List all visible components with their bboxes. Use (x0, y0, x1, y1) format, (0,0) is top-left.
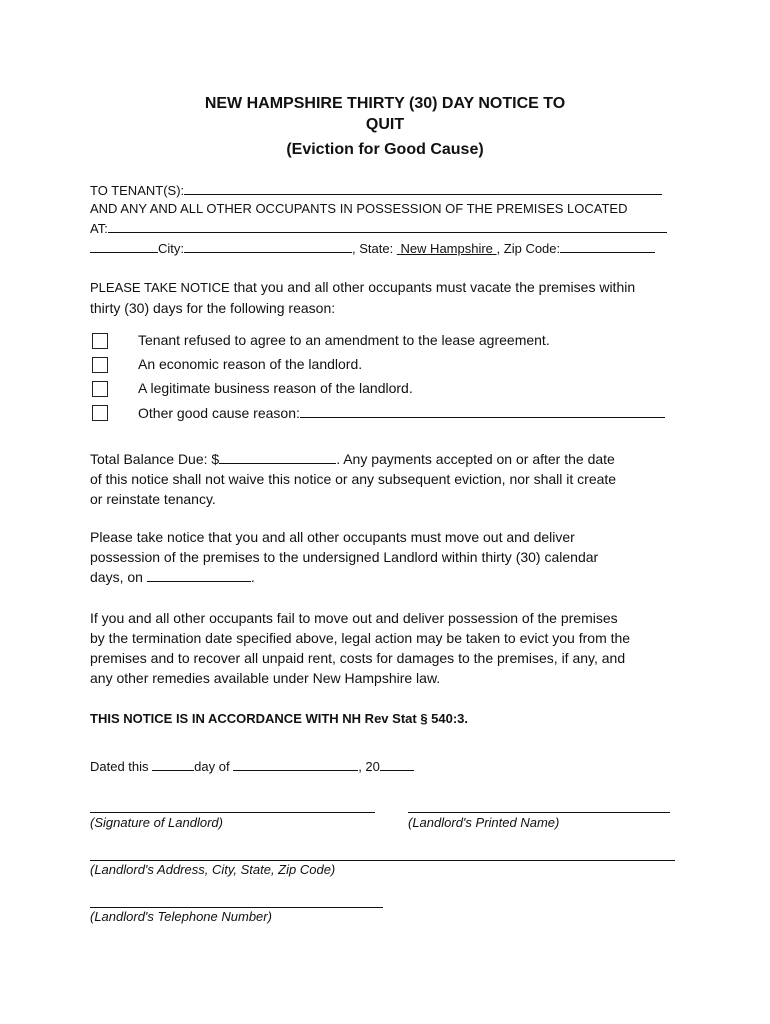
zip-field[interactable] (560, 239, 655, 253)
reason-label-economic: An economic reason of the landlord. (138, 356, 363, 372)
document-title-line2: QUIT (365, 116, 405, 133)
legal-line3: premises and to recover all unpaid rent, costs for damages to the premises, if any, and (90, 650, 626, 666)
landlord-address-caption: (Landlord's Address, City, State, Zip Code) (90, 862, 336, 877)
dated-day-field[interactable] (152, 757, 194, 771)
occupants-line: AND ANY AND ALL OTHER OCCUPANTS IN POSSESSION OF THE PREMISES LOCATED (90, 201, 628, 216)
zip-label: , Zip Code: (496, 241, 561, 256)
moveout-line2: possession of the premises to the undersigned Landlord within thirty (30) calendar (90, 549, 599, 565)
landlord-phone-line[interactable] (90, 907, 383, 908)
landlord-printed-name-caption: (Landlord's Printed Name) (408, 815, 560, 830)
balance-paragraph (90, 449, 690, 509)
city-label: City: (158, 241, 184, 256)
legal-line2: by the termination date specified above, legal action may be taken to evict you from the (90, 630, 631, 646)
dated-prefix: Dated this (90, 759, 153, 774)
moveout-line1: Please take notice that you and all other occupants must move out and deliver (90, 529, 575, 545)
landlord-address-line[interactable] (90, 860, 675, 861)
dated-day-of: day of (194, 759, 234, 774)
legal-line1: If you and all other occupants fail to move out and deliver possession of the premises (90, 610, 618, 626)
reason-label-lease-amendment: Tenant refused to agree to an amendment to the lease agreement. (138, 332, 550, 348)
address-field[interactable] (108, 219, 667, 233)
tenant-row (90, 181, 662, 198)
document-title-line1: NEW HAMPSHIRE THIRTY (30) DAY NOTICE TO (204, 95, 566, 112)
moveout-date-field[interactable] (147, 568, 251, 582)
reason-label-other: Other good cause reason: (138, 405, 300, 421)
notice-paragraph (90, 277, 690, 318)
at-label: AT: (90, 221, 108, 236)
notice-text-line2: thirty (30) days for the following reason: (90, 300, 336, 316)
city-state-zip-row (90, 239, 655, 256)
landlord-printed-name-line[interactable] (408, 812, 670, 813)
balance-text-line2: of this notice shall not waive this notice or any subsequent eviction, nor shall it create (90, 471, 617, 487)
notice-prefix: PLEASE TAKE NOTICE (90, 280, 230, 295)
balance-text-line3: or reinstate tenancy. (90, 491, 216, 507)
moveout-line3-suffix: . (250, 569, 255, 585)
tenant-name-field[interactable] (184, 181, 662, 195)
address-continued-field[interactable] (90, 239, 158, 253)
moveout-line3-prefix: days, on (90, 569, 147, 585)
reason-label-business: A legitimate business reason of the landlord. (138, 380, 413, 396)
dated-year-prefix: , 20 (358, 759, 380, 774)
balance-text-line1: . Any payments accepted on or after the date (336, 451, 615, 467)
city-field[interactable] (184, 239, 352, 253)
legal-paragraph (90, 608, 690, 688)
dated-row (90, 757, 414, 774)
to-tenant-label: TO TENANT(S): (90, 183, 185, 198)
document-subtitle: (Eviction for Good Cause) (286, 141, 484, 158)
landlord-signature-caption: (Signature of Landlord) (90, 815, 223, 830)
statute-reference: THIS NOTICE IS IN ACCORDANCE WITH NH Rev Stat § 540:3. (90, 711, 469, 726)
address-row (90, 219, 667, 236)
dated-year-field[interactable] (380, 757, 414, 771)
legal-line4: any other remedies available under New Hampshire law. (90, 670, 441, 686)
state-value: New Hampshire (400, 241, 493, 256)
balance-label: Total Balance Due: $ (90, 451, 220, 467)
moveout-paragraph (90, 527, 690, 587)
other-reason-field[interactable] (300, 404, 665, 418)
reason-checkbox-other[interactable] (92, 405, 108, 421)
notice-text-line1: that you and all other occupants must vacate the premises within (229, 279, 636, 295)
reason-checkbox-lease-amendment[interactable] (92, 333, 108, 349)
reason-other-row (138, 404, 665, 421)
balance-amount-field[interactable] (219, 450, 336, 464)
state-label: , State: (352, 241, 397, 256)
dated-month-field[interactable] (233, 757, 358, 771)
reason-checkbox-economic[interactable] (92, 357, 108, 373)
landlord-signature-line[interactable] (90, 812, 375, 813)
landlord-phone-caption: (Landlord's Telephone Number) (90, 909, 272, 924)
reason-checkbox-business[interactable] (92, 381, 108, 397)
